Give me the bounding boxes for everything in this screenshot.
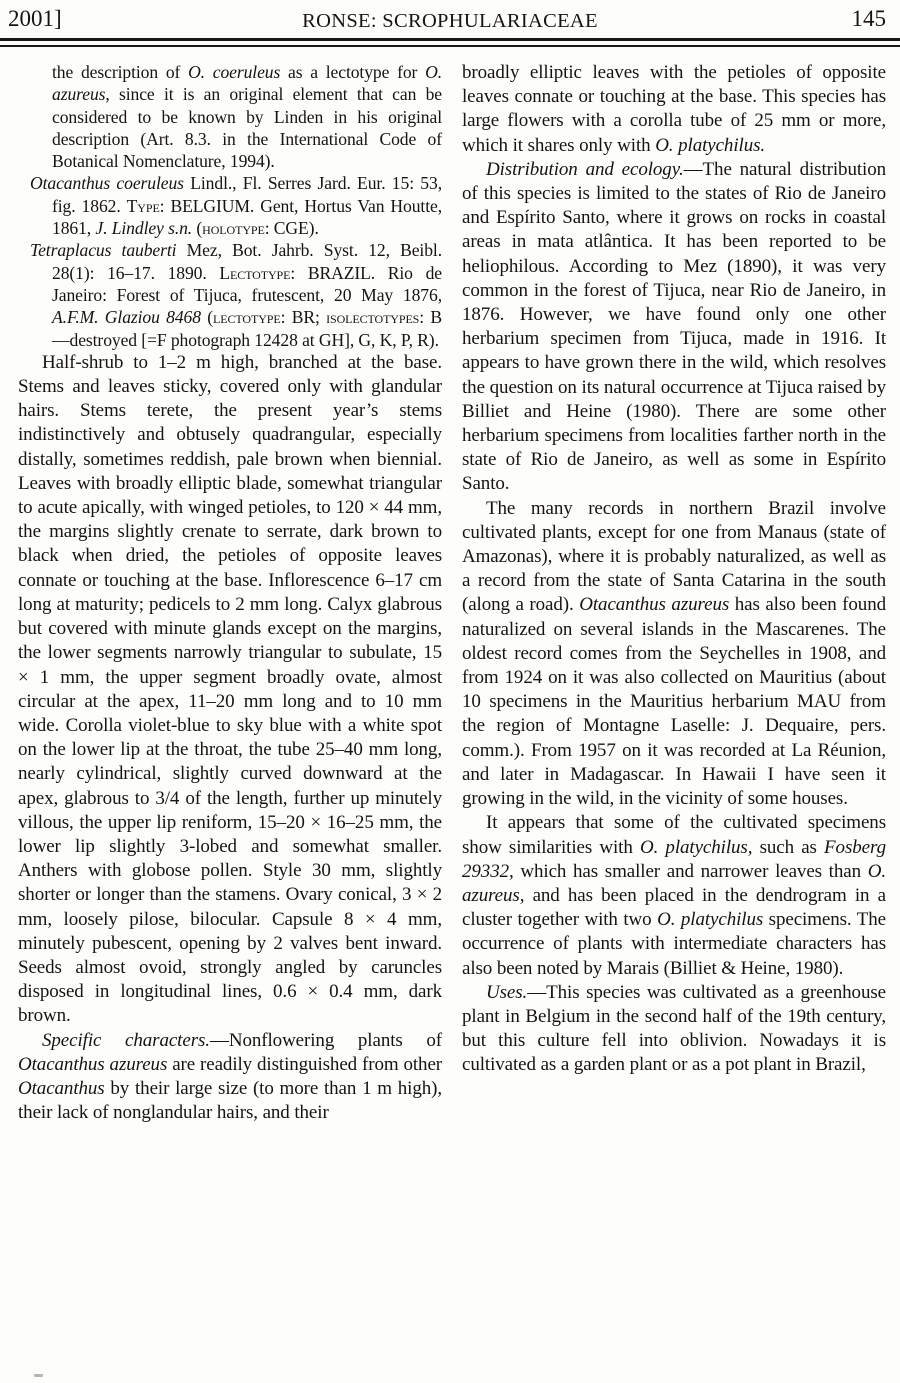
text-run: such as [752,836,825,858]
header-year-label: 2001] [8,6,62,31]
right-column [462,61,886,1125]
text-run: which has smaller and narrower leaves than [513,860,868,882]
scan-speck-artifact [34,1374,43,1377]
smallcaps-text-run: Lectotype: [219,262,296,283]
italic-text-run: Otacanthus azureus [18,1053,168,1075]
smallcaps-text-run: holotype: [202,218,270,239]
text-run: ( [200,307,214,328]
text-run: Half-shrub to 1–2 m high, branched at the base. Stems and leaves sticky, covered only with glandular hairs. Stems terete, the present year’s stems indistinctively and obtusely quadrangular, especially distally, sometimes reddish, pale brown when biennial. Leaves with broadly elliptic blade, somewhat triangular to acute apically, with winged petioles, to 120 × 44 mm, the margins slightly crenate to serrate, dark brown to black when dried, the petioles of opposite leaves connate or touching at the base. Inflorescence 6–17 cm long at maturity; pedicels to 2 mm long. Calyx glabrous but covered with minute glands except on the margins, the lower segments narrowly triangular to subulate, 15 × 1 mm, the upper segment broadly ovate, almost circular at the apex, 11–20 mm long and to 10 mm wide. Corolla violet-blue to sky blue with a white spot on the lower lip at the throat, the tube 25–40 mm long, nearly cylindrical, slightly curved downward at the apex, glabrous to 3/4 of the length, further up minutely villous, the upper lip reniform, 15–20 × 16–25 mm, the lower lip slightly 3-lobed and somewhat smaller. Anthers with globose pollen. Style 30 mm, slightly shorter or longer than the stamens. Ovary conical, 3 × 2 mm, loosely pilose, bilocular. Capsule 8 × 4 mm, minutely pubescent, opening by 2 valves bent inward. Seeds almost ovoid, strongly angled by caruncles disposed in longitudinal lines, 0.6 × 0.4 mm, dark brown. [18,351,442,1027]
header-running-title: RONSE: SCROPHULARIACEAE [302,10,598,32]
text-run: The many records in northern Brazil involve cultivated plants, except for one from Manaus (state of Amazonas), where it is probably naturalized, as well as a record from the state of Santa Catarina in the south (along a road). [462,497,886,616]
italic-text-run: A.F.M. Glaziou 8468 [52,307,201,328]
italic-text-run: O. platychilus. [655,134,766,156]
text-run: CGE). [269,218,319,239]
text-run: and has been placed in the dendrogram in a cluster together with two [462,884,886,931]
header-double-rule [0,38,900,47]
text-run: by their large size (to more than 1 m high), their lack of nonglandular hairs, and their [18,1077,442,1124]
text-run: Mez, Bot. Jahrb. Syst. 12, Beibl. 28(1): 16–17. 1890. [52,240,442,283]
citation-otacanthus-coeruleus [30,172,442,239]
italic-text-run: Otacanthus [18,1077,105,1099]
italic-text-run: O. azureus [52,62,442,105]
cultivated-specimens-paragraph [462,811,886,980]
text-run: ( [192,218,203,239]
text-run: has also been found naturalized on several islands in the Mascarenes. The oldest record comes from the Seychelles in 1908, and from 1924 on it was also collected on Mauritius (about 10 specimens in the Mauritius herbarium MAU from the region of Montagne Laselle: J. Dequaire, pers. comm.). From 1957 on it was recorded at La Réunion, and later in Madagascar. In Hawaii I have seen it growing in the wild, in the vicinity of some houses. [462,594,886,810]
left-column [18,61,442,1125]
italic-text-run: Otacanthus coeruleus [30,173,184,194]
italic-text-run: O. azureus, [462,860,886,906]
italic-text-run: Tetraplacus tauberti [30,240,177,261]
text-run: BELGIUM. Gent, Hortus Van Houtte, 1861, [52,195,442,239]
italic-text-run: O. platychilus, [639,836,753,858]
text-run: BR; [285,307,327,328]
text-run: B—destroyed [=F photograph 12428 at GH], G, K, P, R). [52,307,443,350]
text-run: Lindl., Fl. Serres Jard. Eur. 15: 53, fig. 1862. [52,173,442,216]
page-header [0,0,900,36]
italic-text-run: Otacanthus azureus [579,594,730,616]
text-run: BRAZIL. Rio de Janeiro: Forest of Tijuca, frutescent, 20 May 1876, [52,262,442,305]
northern-brazil-records-paragraph [462,497,886,812]
italic-text-run: O. platychilus [657,909,764,931]
text-run: the description of [52,62,189,82]
text-run: , since it is an original element that can be considered to be known by Linden in his original description (Art. 8.3. in the International Code of Botanical Nomenclature, 1994). [52,84,442,172]
citation-tetraplacus-tauberti [30,239,442,350]
column-continuation-paragraph [462,61,886,158]
smallcaps-text-run: isolectotypes: [326,307,425,328]
uses-paragraph [462,981,886,1078]
distribution-ecology-paragraph [462,158,886,497]
italic-text-run: O. coeruleus [188,62,281,82]
specific-characters-paragraph [18,1029,442,1126]
species-description-paragraph [18,351,442,1029]
text-run: —The natural distribution of this species is limited to the states of Rio de Janeiro and Espírito Santo, where it grows on rocks in coastal areas in mata atlântica. It has been reported to be heliophilous. According to Mez (1890), it was very common in the forest of Tijuca, near Rio de Janeiro, in 1876. However, we have found only one other herbarium specimen from Tijuca, made in 1916. It appears to have grown there in the wild, which resolves the question on its natural occurrence at Tijuca raised by Billiet and Heine (1980). There are some other herbarium specimens from localities farther north in the state of Rio de Janeiro, as well as some in Espírito Santo. [462,158,886,495]
text-run: are readily distinguished from other [167,1053,443,1075]
synonymy-continuation-paragraph [30,61,442,172]
italic-text-run: Specific characters. [42,1029,210,1051]
header-page-number: 145 [851,6,886,31]
text-run: —This species was cultivated as a greenhouse plant in Belgium in the second half of the 19th century, but this culture fell into oblivion. Nowadays it is cultivated as a garden plant or as a pot plant in Brazil, [462,981,886,1076]
italic-text-run: Fosberg 29332, [462,836,886,882]
text-run: specimens. The occurrence of plants with intermediate characters has also been noted by Marais (Billiet & Heine, 1980). [462,909,886,979]
text-run: broadly elliptic leaves with the petioles of opposite leaves connate or touching at the base. This species has large flowers with a corolla tube of 25 mm or more, which it shares only with [462,62,886,156]
italic-text-run: Uses. [486,981,528,1003]
italic-text-run: J. Lindley s.n. [95,218,193,239]
two-column-text-area [0,47,900,1125]
smallcaps-text-run: Type: [126,195,165,216]
text-run: —Nonflowering plants of [209,1029,442,1051]
smallcaps-text-run: lectotype: [213,307,286,328]
text-run: It appears that some of the cultivated specimens show similarities with [462,812,886,858]
text-run: as a lectotype for [280,62,426,82]
italic-text-run: Distribution and ecology. [486,158,684,180]
